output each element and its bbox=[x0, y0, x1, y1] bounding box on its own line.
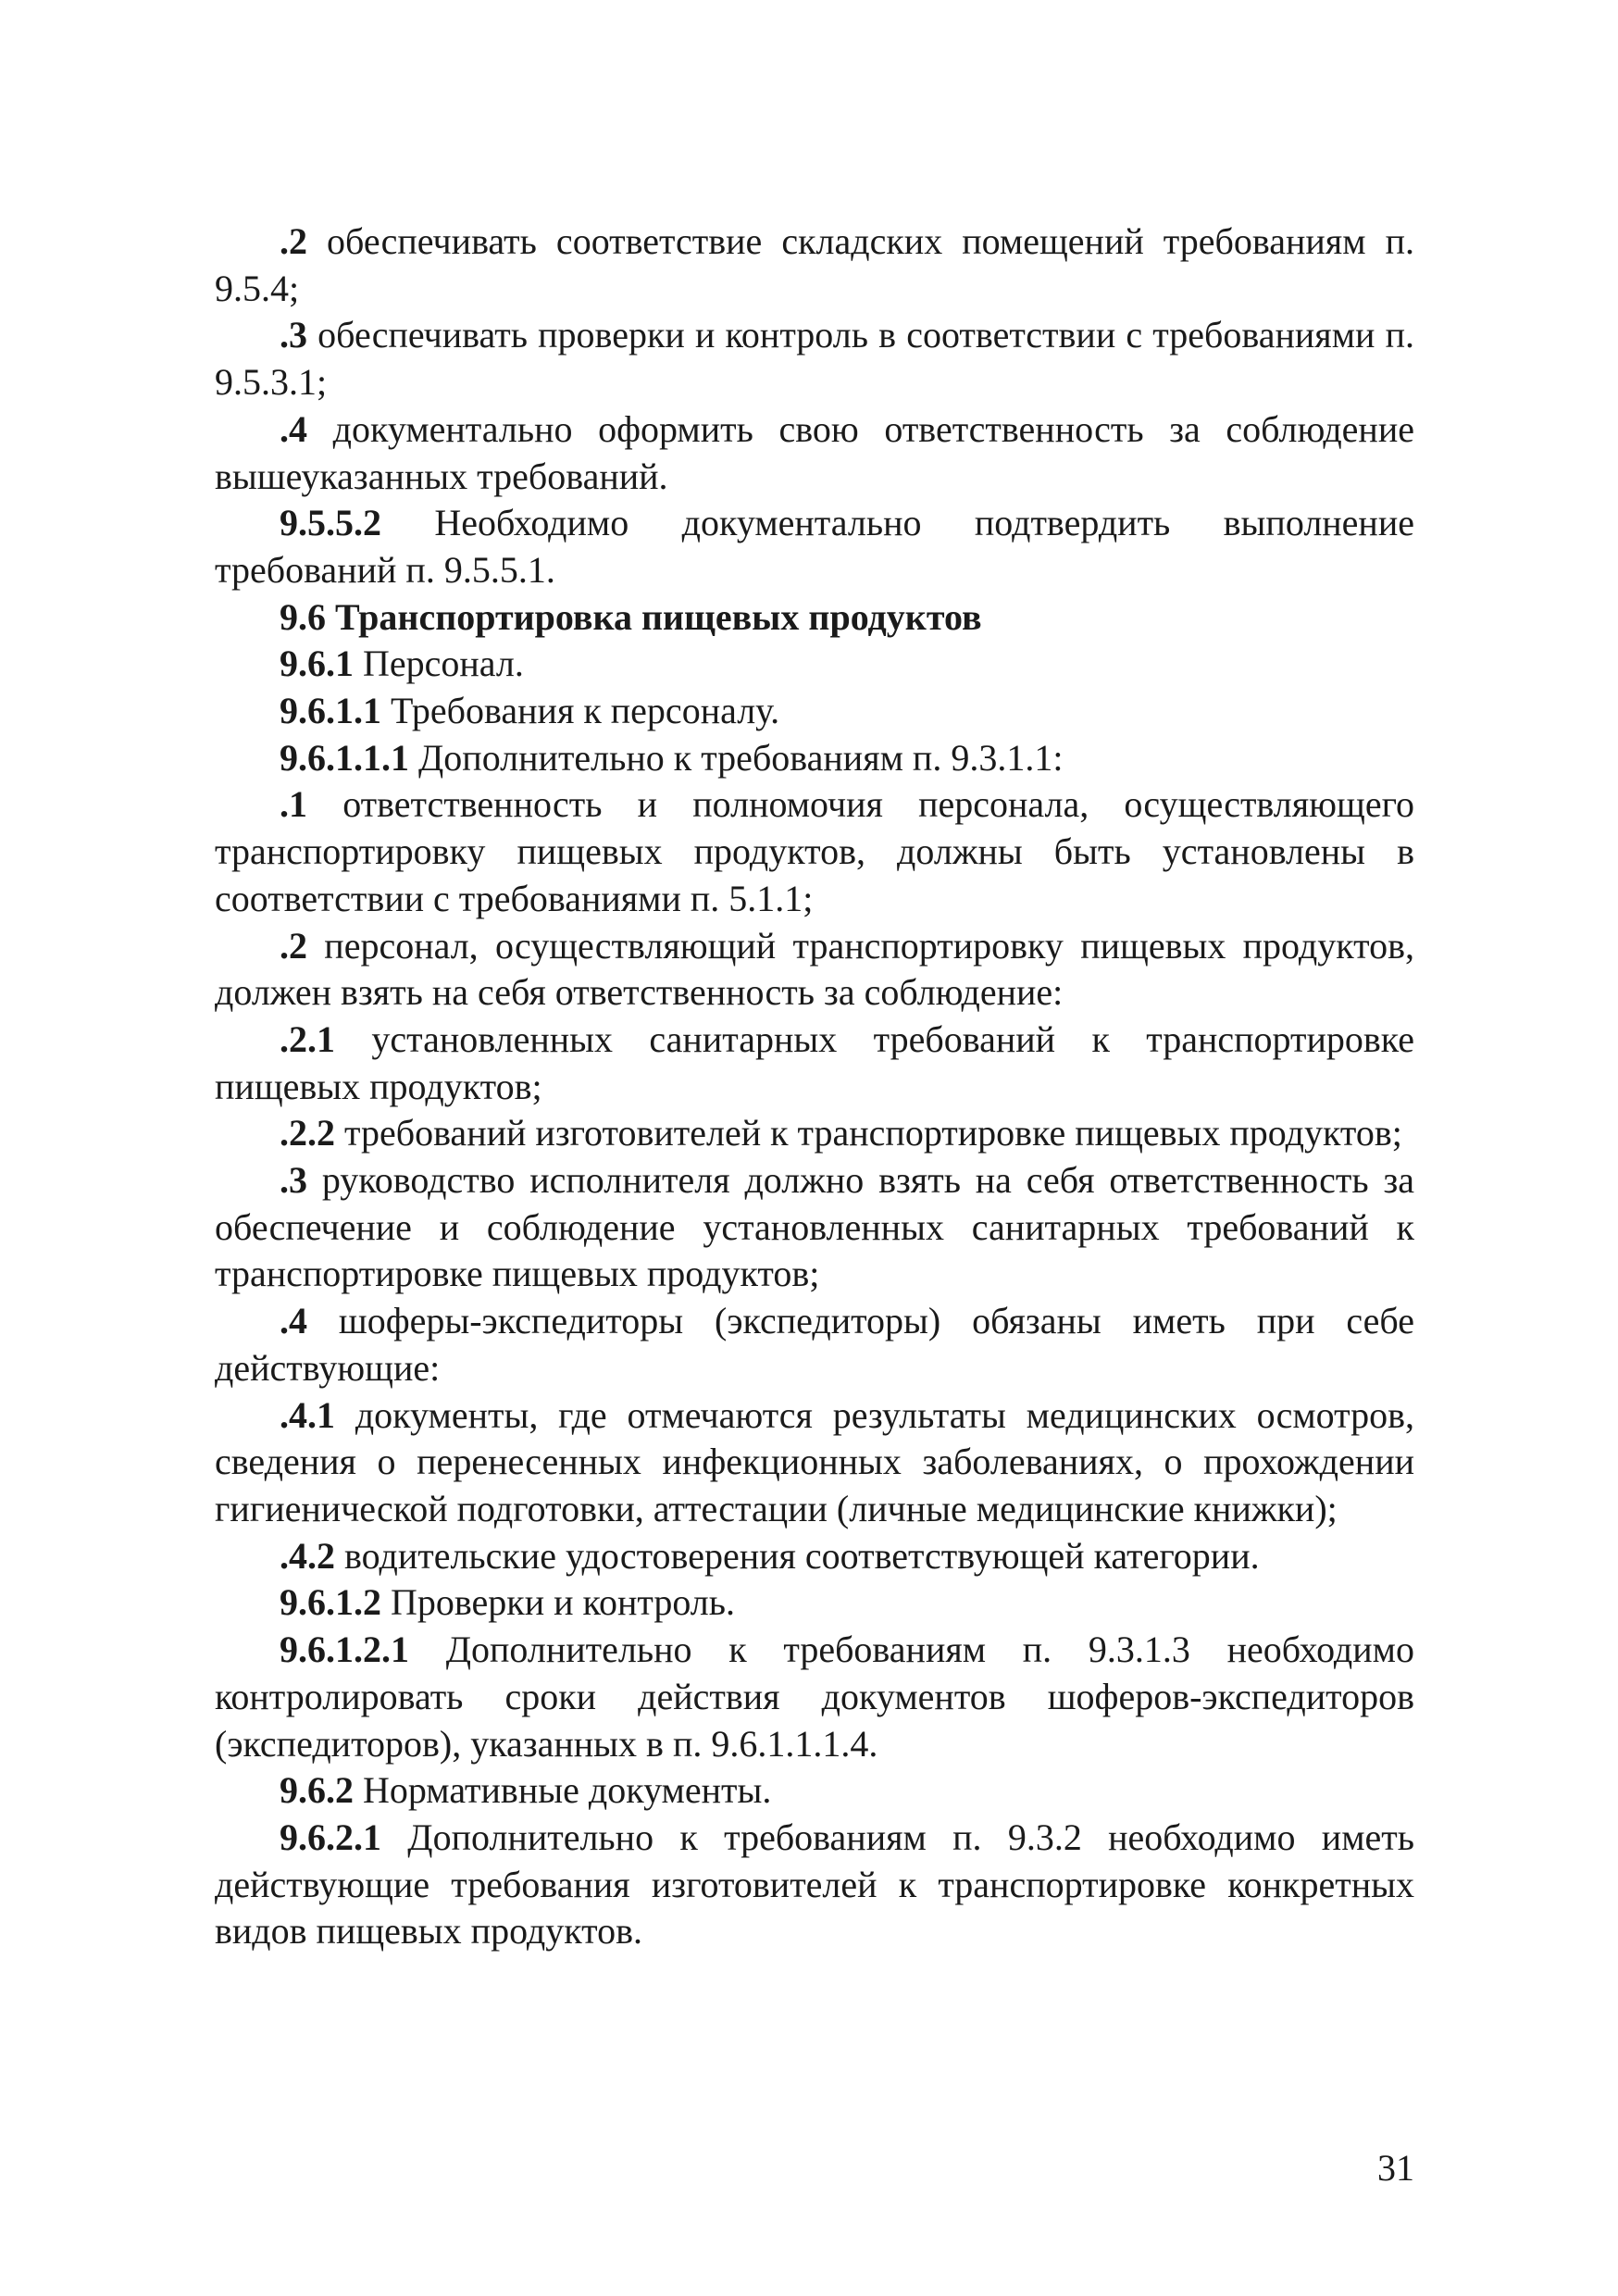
paragraph-item-3: .3 обеспечивать проверки и контроль в соответствии с требованиями п. 9.5.3.1; bbox=[215, 314, 1414, 404]
paragraph-item-4-2: .4.2 водительские удостоверения соответствующей категории. bbox=[280, 1534, 1260, 1577]
paragraph-9-6-1: 9.6.1 Персонал. bbox=[280, 643, 524, 685]
paragraph-9-6-1-2-1: 9.6.1.2.1 Дополнительно к требованиям п. 9.3.1.3 необходимо контролировать сроки действия документов шоферов-экспедиторов (экспедиторов), указанных в п. 9.6.1.1.1.4. bbox=[215, 1628, 1414, 1765]
paragraph-9-6-1-1: 9.6.1.1 Требования к персоналу. bbox=[280, 690, 780, 732]
paragraph-9-6-1-2: 9.6.1.2 Проверки и контроль. bbox=[280, 1581, 735, 1624]
section-heading-9-6: 9.6 Транспортировка пищевых продуктов bbox=[280, 595, 982, 638]
paragraph-9-6-1-1-1: 9.6.1.1.1 Дополнительно к требованиям п. 9.3.1.1: bbox=[280, 736, 1064, 779]
paragraph-item-2-1: .2.1 установленных санитарных требований к транспортировке пищевых продуктов; bbox=[215, 1017, 1414, 1107]
page-number: 31 bbox=[1377, 2147, 1414, 2189]
paragraph-item-4: .4 документально оформить свою ответственность за соблюдение вышеуказанных требований. bbox=[215, 407, 1414, 497]
paragraph-9-5-5-2: 9.5.5.2 Необходимо документально подтвердить выполнение требований п. 9.5.5.1. bbox=[215, 502, 1414, 591]
paragraph-item-3-management: .3 руководство исполнителя должно взять на себя ответственность за обеспечение и соблюдение установленных санитарных требований к транспортировке пищевых продуктов; bbox=[215, 1159, 1414, 1295]
paragraph-9-6-2-1: 9.6.2.1 Дополнительно к требованиям п. 9.3.2 необходимо иметь действующие требования изготовителей к транспортировке конкретных видов пищевых продуктов. bbox=[215, 1816, 1414, 1953]
paragraph-item-2-personnel: .2 персонал, осуществляющий транспортировку пищевых продуктов, должен взять на себя ответственность за соблюдение: bbox=[215, 924, 1414, 1014]
paragraph-item-2-2: .2.2 требований изготовителей к транспортировке пищевых продуктов; bbox=[280, 1112, 1402, 1154]
document-body bbox=[215, 218, 1414, 1955]
paragraph-item-1: .1 ответственность и полномочия персонала, осуществляющего транспортировку пищевых продуктов, должны быть установлены в соответствии с требованиями п. 5.1.1; bbox=[215, 783, 1414, 919]
paragraph-item-2: .2 обеспечивать соответствие складских помещений требованиям п. 9.5.4; bbox=[215, 220, 1414, 309]
paragraph-item-4-1: .4.1 документы, где отмечаются результаты медицинских осмотров, сведения о перенесенных инфекционных заболеваниях, о прохождении гигиенической подготовки, аттестации (личные медицинские книжки); bbox=[215, 1393, 1414, 1529]
paragraph-item-4-drivers: .4 шоферы-экспедиторы (экспедиторы) обязаны иметь при себе действующие: bbox=[215, 1300, 1414, 1389]
paragraph-9-6-2: 9.6.2 Нормативные документы. bbox=[280, 1769, 772, 1812]
